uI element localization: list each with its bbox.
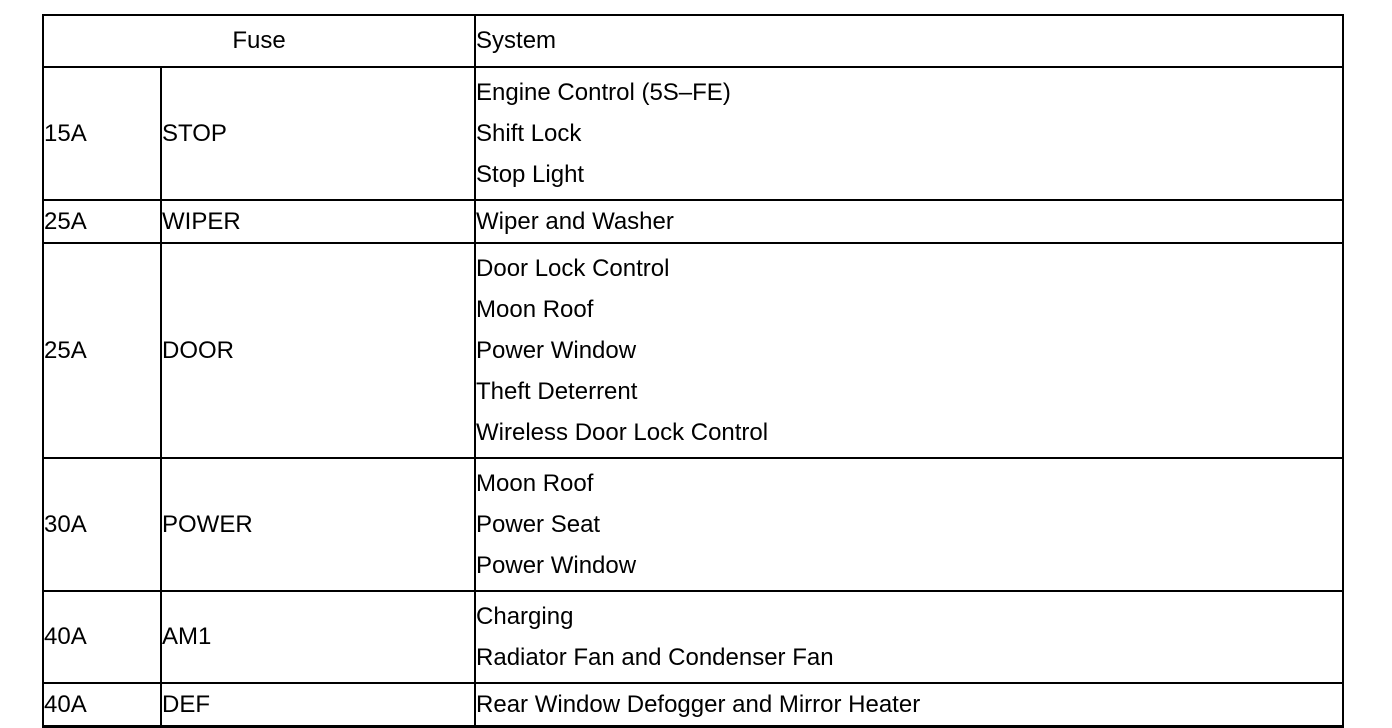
system-item: Theft Deterrent (476, 378, 638, 405)
table-row (43, 458, 1343, 591)
fuse-amperage: 40A (43, 591, 161, 683)
system-list-cell (475, 683, 1343, 727)
system-list (476, 459, 1342, 590)
system-item: Engine Control (5S–FE) (476, 79, 731, 106)
system-item: Power Window (476, 337, 637, 364)
system-list (476, 244, 1342, 457)
fuse-table-body (43, 67, 1343, 727)
system-item: Moon Roof (476, 296, 594, 323)
system-list (476, 684, 1342, 725)
system-item: Rear Window Defogger and Mirror Heater (476, 691, 921, 718)
system-item: Wireless Door Lock Control (476, 419, 769, 446)
system-header: System (475, 15, 1343, 67)
fuse-amperage: 25A (43, 243, 161, 458)
system-list-cell (475, 200, 1343, 243)
fuse-table-container (42, 14, 1342, 728)
fuse-header: Fuse (43, 15, 475, 67)
system-list (476, 68, 1342, 199)
fuse-name: STOP (161, 67, 475, 200)
fuse-name: AM1 (161, 591, 475, 683)
system-item: Stop Light (476, 161, 585, 188)
table-row (43, 67, 1343, 200)
system-item: Moon Roof (476, 470, 594, 497)
system-item: Wiper and Washer (476, 208, 674, 235)
system-list (476, 201, 1342, 242)
fuse-name: DEF (161, 683, 475, 727)
fuse-name: WIPER (161, 200, 475, 243)
system-list-cell (475, 243, 1343, 458)
system-list-cell (475, 67, 1343, 200)
system-item: Power Window (476, 552, 637, 579)
fuse-amperage: 30A (43, 458, 161, 591)
system-item: Radiator Fan and Condenser Fan (476, 644, 834, 671)
fuse-amperage: 25A (43, 200, 161, 243)
system-item: Charging (476, 603, 574, 630)
fuse-name: POWER (161, 458, 475, 591)
system-list (476, 592, 1342, 682)
table-row (43, 683, 1343, 727)
header-row (43, 15, 1343, 67)
system-item: Door Lock Control (476, 255, 670, 282)
fuse-amperage: 40A (43, 683, 161, 727)
fuse-table (42, 14, 1344, 728)
system-list-cell (475, 458, 1343, 591)
system-item: Power Seat (476, 511, 601, 538)
fuse-name: DOOR (161, 243, 475, 458)
system-list-cell (475, 591, 1343, 683)
fuse-amperage: 15A (43, 67, 161, 200)
table-row (43, 243, 1343, 458)
table-row (43, 591, 1343, 683)
table-row (43, 200, 1343, 243)
system-item: Shift Lock (476, 120, 582, 147)
